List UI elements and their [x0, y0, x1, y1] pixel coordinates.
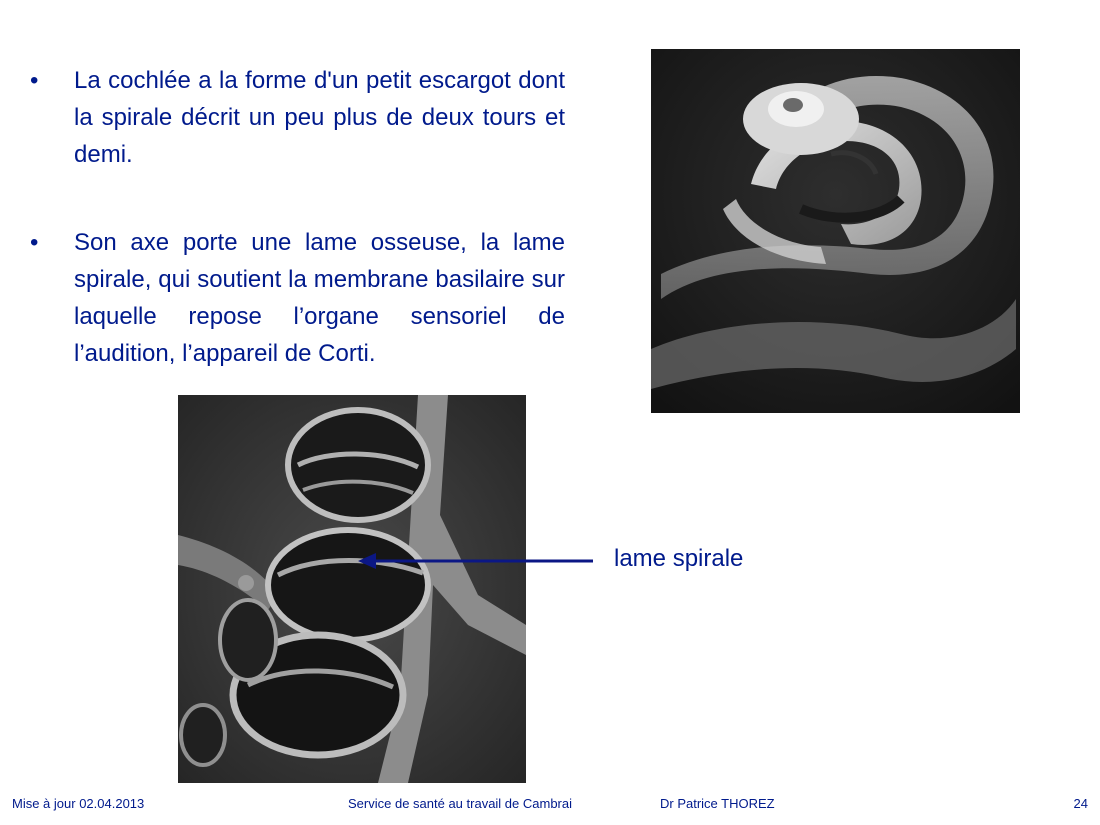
bullet-dot: •: [30, 229, 39, 256]
bullet-text: La cochlée a la forme d'un petit escargot dont la spirale décrit un peu plus de deux tours et demi.: [74, 67, 565, 168]
bullet-item: [30, 62, 565, 173]
page-number: 24: [1073, 796, 1088, 811]
footer-service: Service de santé au travail de Cambrai: [348, 796, 573, 811]
bullet-item: [30, 224, 565, 372]
bullet-dot: •: [30, 67, 39, 94]
callout-label: lame spirale: [614, 545, 744, 572]
footer-update-date: Mise à jour 02.04.2013: [12, 796, 145, 811]
cochlea-section-photo: [178, 395, 526, 783]
cochlea-shell-photo: [651, 49, 1020, 413]
footer-author: Dr Patrice THOREZ: [660, 796, 775, 811]
bullet-list: [30, 62, 565, 372]
bullet-text: Son axe porte une lame osseuse, la lame spirale, qui soutient la membrane basilaire sur laquelle repose l’organe sensoriel de l’audition, l’appareil de Corti.: [74, 229, 565, 367]
